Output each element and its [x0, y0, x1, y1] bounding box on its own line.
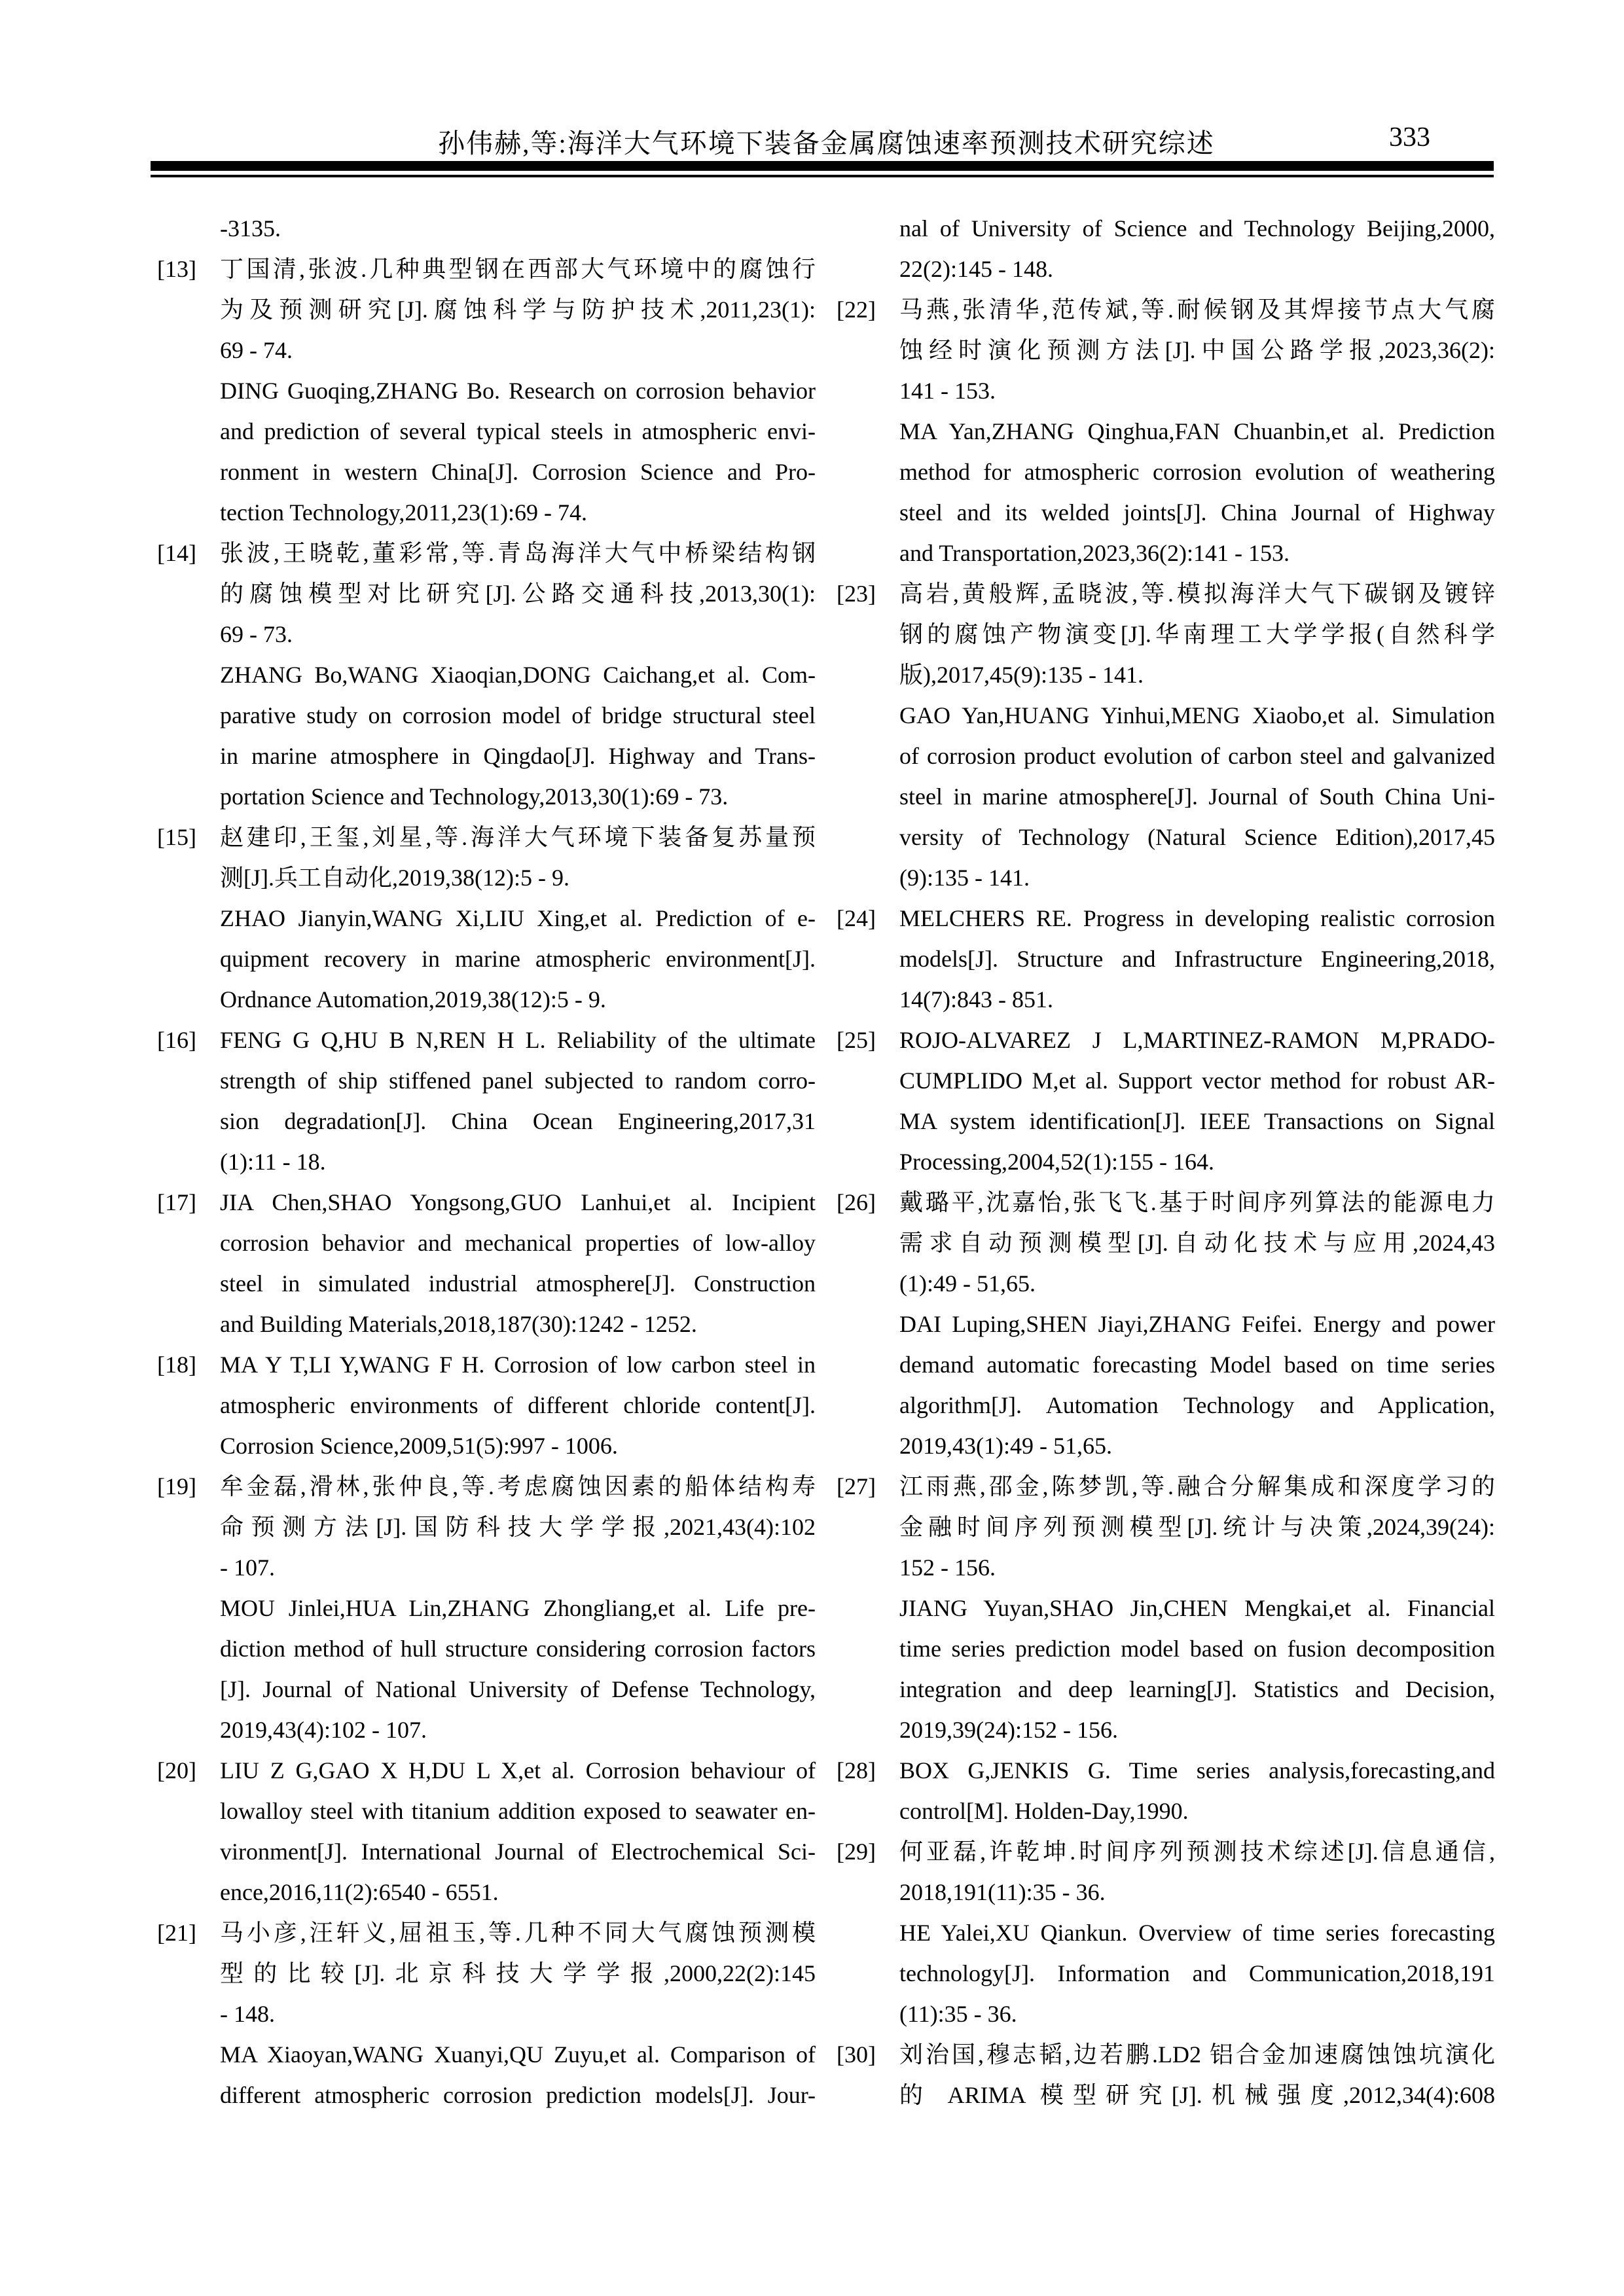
reference-line: parative study on corrosion model of bridge structural steel: [220, 702, 816, 728]
reference-line: ZHAO Jianyin,WANG Xi,LIU Xing,et al. Prediction of e-: [220, 905, 816, 931]
reference-line: integration and deep learning[J]. Statistics and Decision,: [899, 1676, 1495, 1702]
reference-line: JIA Chen,SHAO Yongsong,GUO Lanhui,et al. Incipient: [220, 1189, 816, 1215]
reference-line: 版),2017,45(9):135 - 141.: [899, 662, 1144, 688]
reference-number: [24]: [837, 905, 876, 931]
reference-line: ence,2016,11(2):6540 - 6551.: [220, 1879, 499, 1905]
reference-line: ROJO-ALVAREZ J L,MARTINEZ-RAMON M,PRADO-: [899, 1027, 1495, 1053]
reference-line: steel in simulated industrial atmosphere[J]. Construction: [220, 1270, 816, 1297]
reference-number: [15]: [157, 824, 196, 850]
reference-entry: [157, 1912, 816, 2115]
reference-entry: [157, 1466, 816, 1750]
reference-line: DING Guoqing,ZHANG Bo. Research on corrosion behavior: [220, 378, 816, 404]
reference-entry: [837, 1831, 1495, 2034]
reference-line: time series prediction model based on fusion decomposition: [899, 1636, 1495, 1662]
reference-line: 测[J].兵工自动化,2019,38(12):5 - 9.: [220, 865, 569, 891]
reference-line: [J]. Journal of National University of Defense Technology,: [220, 1676, 816, 1702]
reference-number: [25]: [837, 1027, 876, 1053]
header-rule-thin: [151, 175, 1494, 177]
reference-entry: [157, 208, 816, 249]
reference-line: portation Science and Technology,2013,30(1):69 - 73.: [220, 783, 729, 810]
reference-line: 蚀经时演化预测方法[J].中国公路学报,2023,36(2):: [899, 337, 1495, 363]
reference-line: 戴璐平,沈嘉怡,张飞飞.基于时间序列算法的能源电力: [899, 1189, 1495, 1215]
reference-line: 牟金磊,滑林,张仲良,等.考虑腐蚀因素的船体结构寿: [220, 1473, 816, 1499]
reference-line: MA Y T,LI Y,WANG F H. Corrosion of low carbon steel in: [220, 1352, 816, 1378]
reference-line: models[J]. Structure and Infrastructure Engineering,2018,: [899, 946, 1495, 972]
reference-line: (11):35 - 36.: [899, 2001, 1017, 2027]
reference-line: 金融时间序列预测模型[J].统计与决策,2024,39(24):: [899, 1514, 1495, 1540]
reference-line: HE Yalei,XU Qiankun. Overview of time series forecasting: [899, 1920, 1495, 1946]
reference-line: 2019,39(24):152 - 156.: [899, 1717, 1118, 1743]
reference-line: 江雨燕,邵金,陈梦凯,等.融合分解集成和深度学习的: [899, 1473, 1495, 1499]
reference-entry: [837, 2034, 1495, 2115]
reference-line: diction method of hull structure considering corrosion factors: [220, 1636, 816, 1662]
reference-line: MELCHERS RE. Progress in developing realistic corrosion: [899, 905, 1495, 931]
reference-line: and Transportation,2023,36(2):141 - 153.: [899, 540, 1290, 566]
reference-line: 22(2):145 - 148.: [899, 256, 1053, 282]
reference-entry: [837, 573, 1495, 898]
reference-line: sion degradation[J]. China Ocean Engineering,2017,31: [220, 1108, 816, 1134]
reference-line: Processing,2004,52(1):155 - 164.: [899, 1149, 1214, 1175]
reference-line: 的 ARIMA 模型研究[J].机械强度,2012,34(4):608: [899, 2082, 1495, 2108]
reference-entry: [157, 1750, 816, 1912]
reference-line: and Building Materials,2018,187(30):1242 - 1252.: [220, 1311, 697, 1337]
reference-line: 型的比较[J].北京科技大学学报,2000,22(2):145: [220, 1960, 816, 1986]
reference-line: 马燕,张清华,范传斌,等.耐候钢及其焊接节点大气腐: [899, 296, 1495, 323]
reference-line: FENG G Q,HU B N,REN H L. Reliability of the ultimate: [220, 1027, 816, 1053]
reference-line: ZHANG Bo,WANG Xiaoqian,DONG Caichang,et al. Com-: [220, 662, 816, 688]
reference-line: of corrosion product evolution of carbon steel and galvanized: [899, 743, 1495, 769]
reference-number: [30]: [837, 2041, 876, 2068]
reference-line: 刘治国,穆志韬,边若鹏.LD2 铝合金加速腐蚀蚀坑演化: [899, 2041, 1495, 2068]
reference-line: Ordnance Automation,2019,38(12):5 - 9.: [220, 986, 606, 1013]
reference-line: 2019,43(1):49 - 51,65.: [899, 1433, 1112, 1459]
reference-line: (1):49 - 51,65.: [899, 1270, 1036, 1297]
reference-entry: [837, 1466, 1495, 1750]
reference-number: [21]: [157, 1920, 196, 1946]
reference-line: 69 - 73.: [220, 621, 293, 647]
reference-number: [26]: [837, 1189, 876, 1215]
reference-entry: [157, 249, 816, 533]
reference-line: DAI Luping,SHEN Jiayi,ZHANG Feifei. Energy and power: [899, 1311, 1495, 1337]
reference-entry: [157, 1182, 816, 1344]
reference-line: 赵建印,王玺,刘星,等.海洋大气环境下装备复苏量预: [220, 824, 816, 850]
reference-line: - 148.: [220, 2001, 275, 2027]
reference-number: [14]: [157, 540, 196, 566]
reference-line: MA Xiaoyan,WANG Xuanyi,QU Zuyu,et al. Comparison of: [220, 2041, 816, 2068]
reference-line: MA Yan,ZHANG Qinghua,FAN Chuanbin,et al. Prediction: [899, 418, 1495, 444]
reference-line: steel in marine atmosphere[J]. Journal of South China Uni-: [899, 783, 1495, 810]
reference-entry: [157, 1020, 816, 1182]
reference-entry: [837, 898, 1495, 1020]
reference-line: in marine atmosphere in Qingdao[J]. Highway and Trans-: [220, 743, 816, 769]
reference-line: algorithm[J]. Automation Technology and Application,: [899, 1392, 1495, 1418]
reference-line: vironment[J]. International Journal of Electrochemical Sci-: [220, 1839, 816, 1865]
reference-line: JIANG Yuyan,SHAO Jin,CHEN Mengkai,et al. Financial: [899, 1595, 1495, 1621]
reference-line: -3135.: [220, 215, 281, 242]
reference-line: 2018,191(11):35 - 36.: [899, 1879, 1106, 1905]
reference-line: BOX G,JENKIS G. Time series analysis,forecasting,and: [899, 1757, 1495, 1784]
references-column-right: [837, 208, 1495, 2115]
reference-line: MOU Jinlei,HUA Lin,ZHANG Zhongliang,et al. Life pre-: [220, 1595, 816, 1621]
reference-line: lowalloy steel with titanium addition exposed to seawater en-: [220, 1798, 816, 1824]
reference-number: [18]: [157, 1352, 196, 1378]
reference-entry: [157, 533, 816, 817]
reference-line: 丁国清,张波.几种典型钢在西部大气环境中的腐蚀行: [220, 256, 816, 282]
reference-entry: [837, 1182, 1495, 1466]
reference-line: (1):11 - 18.: [220, 1149, 326, 1175]
reference-line: 高岩,黄般辉,孟晓波,等.模拟海洋大气下碳钢及镀锌: [899, 581, 1495, 607]
reference-line: 141 - 153.: [899, 378, 996, 404]
reference-line: 马小彦,汪轩义,屈祖玉,等.几种不同大气腐蚀预测模: [220, 1920, 816, 1946]
reference-line: 14(7):843 - 851.: [899, 986, 1053, 1013]
reference-number: [17]: [157, 1189, 196, 1215]
reference-line: and prediction of several typical steels in atmospheric envi-: [220, 418, 816, 444]
reference-line: 为及预测研究[J].腐蚀科学与防护技术,2011,23(1):: [220, 296, 816, 323]
reference-line: method for atmospheric corrosion evolution of weathering: [899, 459, 1495, 485]
reference-line: 69 - 74.: [220, 337, 293, 363]
reference-entry: [157, 1344, 816, 1466]
reference-line: technology[J]. Information and Communication,2018,191: [899, 1960, 1495, 1986]
reference-line: 命预测方法[J].国防科技大学学报,2021,43(4):102: [220, 1514, 816, 1540]
reference-entry: [837, 289, 1495, 573]
running-head-title: 孙伟赫,等:海洋大气环境下装备金属腐蚀速率预测技术研究综述: [438, 128, 1215, 158]
reference-number: [23]: [837, 581, 876, 607]
header-rule-thick: [151, 161, 1494, 171]
reference-line: corrosion behavior and mechanical properties of low-alloy: [220, 1230, 816, 1256]
reference-entry: [837, 1020, 1495, 1182]
page-header: [157, 122, 1496, 156]
reference-number: [19]: [157, 1473, 196, 1499]
reference-line: CUMPLIDO M,et al. Support vector method for robust AR-: [899, 1067, 1495, 1094]
reference-line: different atmospheric corrosion prediction models[J]. Jour-: [220, 2082, 816, 2108]
reference-line: versity of Technology (Natural Science Edition),2017,45: [899, 824, 1495, 850]
reference-entry: [837, 1750, 1495, 1831]
reference-line: (9):135 - 141.: [899, 865, 1030, 891]
reference-line: 需求自动预测模型[J].自动化技术与应用,2024,43: [899, 1230, 1495, 1256]
reference-entry: [157, 817, 816, 1020]
reference-line: 钢的腐蚀产物演变[J].华南理工大学学报(自然科学: [899, 621, 1495, 647]
reference-line: 何亚磊,许乾坤.时间序列预测技术综述[J].信息通信,: [899, 1839, 1495, 1865]
reference-number: [20]: [157, 1757, 196, 1784]
reference-line: - 107.: [220, 1554, 275, 1581]
reference-number: [22]: [837, 296, 876, 323]
reference-line: 张波,王晓乾,董彩常,等.青岛海洋大气中桥梁结构钢: [220, 540, 816, 566]
reference-line: steel and its welded joints[J]. China Journal of Highway: [899, 499, 1495, 526]
reference-line: atmospheric environments of different chloride content[J].: [220, 1392, 816, 1418]
page-number: 333: [1389, 122, 1430, 152]
reference-line: GAO Yan,HUANG Yinhui,MENG Xiaobo,et al. Simulation: [899, 702, 1495, 728]
reference-line: MA system identification[J]. IEEE Transactions on Signal: [899, 1108, 1495, 1134]
reference-line: quipment recovery in marine atmospheric environment[J].: [220, 946, 816, 972]
reference-line: tection Technology,2011,23(1):69 - 74.: [220, 499, 588, 526]
reference-number: [27]: [837, 1473, 876, 1499]
reference-line: 的腐蚀模型对比研究[J].公路交通科技,2013,30(1):: [220, 581, 816, 607]
reference-line: LIU Z G,GAO X H,DU L X,et al. Corrosion behaviour of: [220, 1757, 816, 1784]
reference-number: [16]: [157, 1027, 196, 1053]
reference-entry: [837, 208, 1495, 289]
reference-line: demand automatic forecasting Model based on time series: [899, 1352, 1495, 1378]
reference-line: 152 - 156.: [899, 1554, 996, 1581]
reference-number: [29]: [837, 1839, 876, 1865]
references-column-left: [157, 208, 816, 2115]
reference-number: [13]: [157, 256, 196, 282]
reference-line: 2019,43(4):102 - 107.: [220, 1717, 427, 1743]
reference-line: control[M]. Holden-Day,1990.: [899, 1798, 1189, 1824]
reference-line: Corrosion Science,2009,51(5):997 - 1006.: [220, 1433, 618, 1459]
reference-line: nal of University of Science and Technology Beijing,2000,: [899, 215, 1495, 242]
reference-number: [28]: [837, 1757, 876, 1784]
reference-line: strength of ship stiffened panel subjected to random corro-: [220, 1067, 816, 1094]
reference-line: ronment in western China[J]. Corrosion Science and Pro-: [220, 459, 816, 485]
